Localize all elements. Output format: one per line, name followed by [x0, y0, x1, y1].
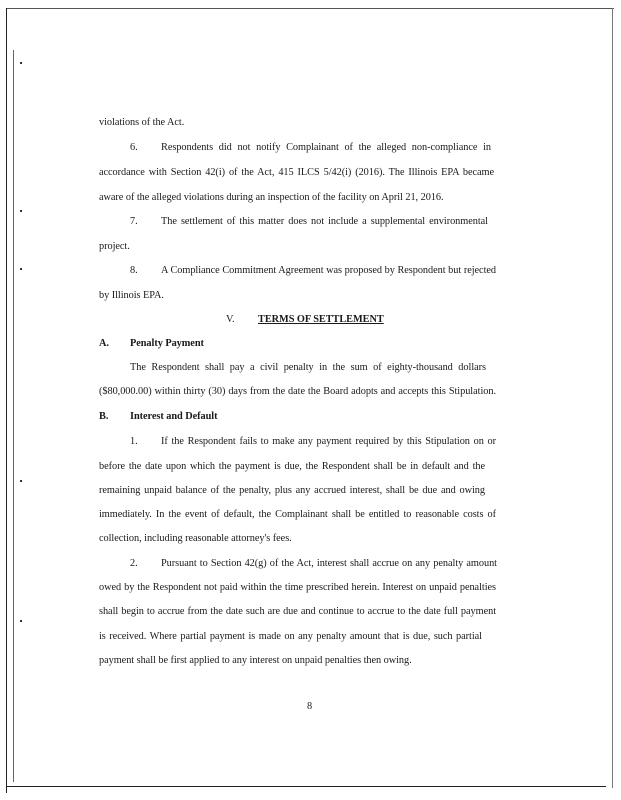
paragraph-number: 7.: [130, 216, 138, 227]
body-line: remaining unpaid balance of the penalty, plus any accrued interest, shall be due and owing: [99, 485, 485, 496]
scan-top-rule: [6, 8, 614, 9]
body-line: A Compliance Commitment Agreement was proposed by Respondent but rejected: [161, 265, 496, 276]
body-line: The Respondent shall pay a civil penalty in the sum of eighty-thousand dollars: [130, 362, 486, 373]
page-number: 8: [307, 701, 313, 712]
body-line: collection, including reasonable attorney's fees.: [99, 533, 292, 544]
scan-speck: [20, 210, 22, 212]
section-number: V.: [226, 314, 235, 325]
scan-speck: [20, 480, 22, 482]
scan-right-rule: [612, 8, 613, 788]
scan-speck: [20, 620, 22, 622]
body-line: owed by the Respondent not paid within the time prescribed herein. Interest on unpaid penalties: [99, 582, 496, 593]
body-line: shall begin to accrue from the date such are due and continue to accrue to the date full payment: [99, 606, 496, 617]
body-line: payment shall be first applied to any interest on unpaid penalties then owing.: [99, 655, 412, 666]
body-line: Pursuant to Section 42(g) of the Act, interest shall accrue on any penalty amount: [161, 558, 497, 569]
paragraph-number: 8.: [130, 265, 138, 276]
body-line: immediately. In the event of default, the Complainant shall be entitled to reasonable costs of: [99, 509, 496, 520]
paragraph-number: 6.: [130, 142, 138, 153]
scan-speck: [20, 268, 22, 270]
body-line: accordance with Section 42(i) of the Act, 415 ILCS 5/42(i) (2016). The Illinois EPA became: [99, 167, 494, 178]
paragraph-number: 2.: [130, 558, 138, 569]
body-line: before the date upon which the payment is due, the Respondent shall be in default and the: [99, 461, 485, 472]
subsection-letter: A.: [99, 338, 109, 349]
body-line: project.: [99, 241, 130, 252]
subsection-heading: Interest and Default: [130, 411, 218, 422]
body-line: Respondents did not notify Complainant of the alleged non-compliance in: [161, 142, 491, 153]
subsection-letter: B.: [99, 411, 109, 422]
body-line: violations of the Act.: [99, 117, 185, 128]
paragraph-number: 1.: [130, 436, 138, 447]
body-line: aware of the alleged violations during an inspection of the facility on April 21, 2016.: [99, 192, 444, 203]
scan-left-rule: [6, 8, 7, 793]
body-line: ($80,000.00) within thirty (30) days from the date the Board adopts and accepts this Stipulation.: [99, 386, 496, 397]
section-heading: TERMS OF SETTLEMENT: [258, 314, 384, 325]
body-line: is received. Where partial payment is made on any penalty amount that is due, such partial: [99, 631, 482, 642]
subsection-heading: Penalty Payment: [130, 338, 204, 349]
body-line: The settlement of this matter does not include a supplemental environmental: [161, 216, 488, 227]
scan-left-rule-inner: [13, 50, 14, 782]
body-line: If the Respondent fails to make any payment required by this Stipulation on or: [161, 436, 496, 447]
scan-speck: [20, 62, 22, 64]
scan-bottom-rule: [6, 786, 606, 787]
body-line: by Illinois EPA.: [99, 290, 164, 301]
